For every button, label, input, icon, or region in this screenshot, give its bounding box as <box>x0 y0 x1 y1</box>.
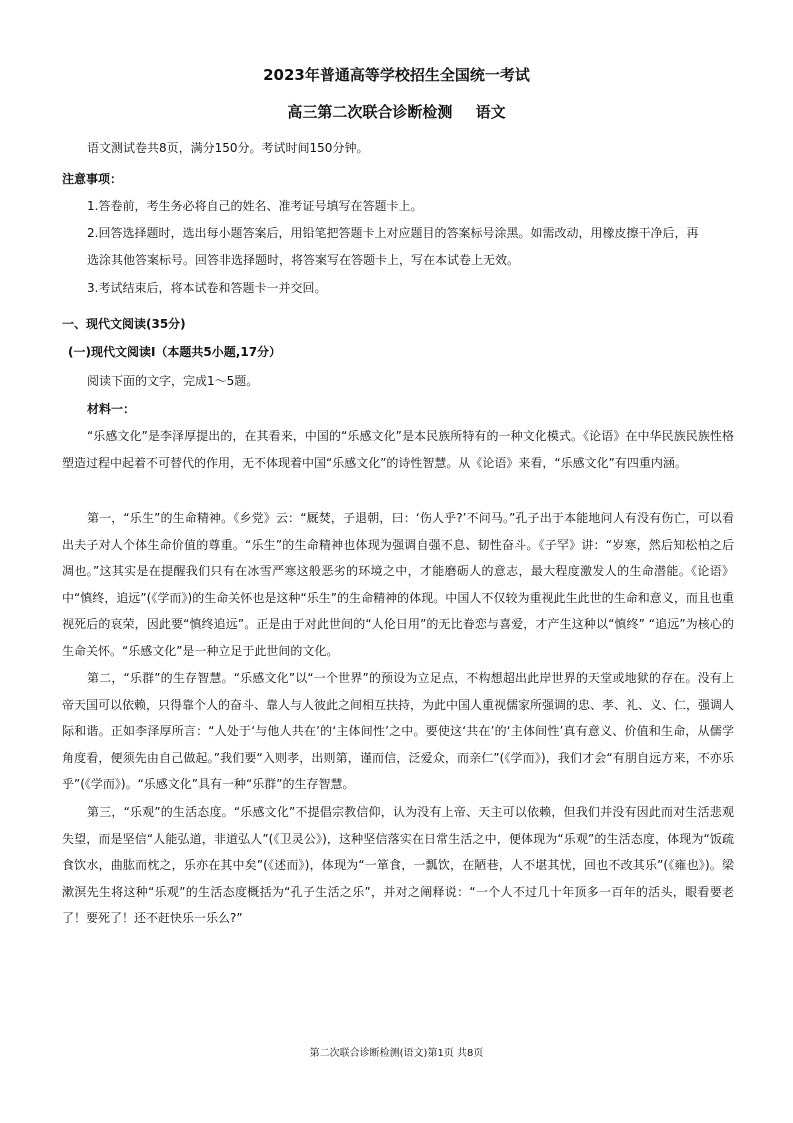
exam-subtitle: 高三第二次联合诊断检测 语文 <box>287 103 506 121</box>
section-heading: 一、现代文阅读(35分) <box>62 317 186 331</box>
notice-heading: 注意事项： <box>62 172 123 186</box>
paragraph-1: “乐感文化”是李泽厚提出的，在其看来，中国的“乐感文化”是本民族所特有的一种文化模式。《论语》在中华民族民族性格塑造过程中起着不可替代的作用，无不体现着中国“乐感文化”的诗性智慧。从《论语》来看，“乐感文化”有四重内涵。 <box>62 429 734 470</box>
notice-item: 1.答卷前，考生务必将自己的姓名、准考证号填写在答题卡上。 <box>87 199 423 213</box>
paragraph-3: 第二，“乐群”的生存智慧。“乐感文化”以“一个世界”的预设为立足点，不构想超出此岸世界的天堂或地狱的存在。没有上帝天国可以依赖，只得靠个人的奋斗、靠人与人彼此之间相互扶持，为此中国人重视儒家所强调的忠、孝、礼、义、仁，强调人际和谐。正如李泽厚所言：“人处于‘与他人共在’的‘主体间性’之中。要使这‘共在’的‘主体间性’真有意义、价值和生命，从儒学角度看，便须先由自己做起。”我们要“入则孝，出则第，谨而信，泛爱众，而亲仁”(《学而》)，我们才会“有朋自远方来，不亦乐乎”(《学而》)。“乐感文化”具有一种“乐群”的生存智慧。 <box>62 671 735 792</box>
exam-intro: 语文测试卷共8页，满分150分。考试时间150分钟。 <box>87 141 369 155</box>
paragraph-2: 第一，“乐生”的生命精神。《乡党》云：“厩焚，子退朝，曰：‘伤人乎?’不问马。”孔子出于本能地问人有没有伤亡，可以看出夫子对人个体生命价值的尊重。“乐生”的生命精神也体现为强调自强不息、韧性奋斗。《子罕》讲：“岁寒，然后知松柏之后凋也。”这其实是在提醒我们只有在冰雪严寒这般恶劣的环境之中，才能磨砺人的意志，最大程度激发人的生命潜能。《论语》中“慎终，追远”(《学而》)的生命关怀也是这种“乐生”的生命精神的体现。中国人不仅较为重视此生此世的生命和意义，而且也重视死后的哀荣，因此要“慎终追远”。正是由于对此世间的“人伦日用”的无比眷恋与喜爱，才产生这种以“慎终” “追远”为核心的生命关怀。“乐感文化”是一种立足于此世间的文化。 <box>62 511 734 658</box>
paragraph-4: 第三，“乐观”的生活态度。“乐感文化”不提倡宗教信仰，认为没有上帝、天主可以依赖，但我们并没有因此而对生活悲观失望，而是坚信“人能弘道，非道弘人”(《卫灵公》)，这种坚信落实在日常生活之中，便体现为“乐观”的生活态度，体现为“饭疏食饮水，曲肱而枕之，乐亦在其中矣”(《述而》)，体现为“一箪食，一瓢饮，在陋巷，人不堪其忧，回也不改其乐”(《雍也》)。梁漱溟先生将这种“乐观”的生活态度概括为“孔子生活之乐”，并对之阐释说：“一个人不过几十年顶多一百年的活头，眼看要老了！要死了！还不赶快乐一乐么?” <box>62 805 734 926</box>
page-footer: 第二次联合诊断检测(语文)第1页 共8页 <box>309 1048 484 1059</box>
notice-item: 3.考试结束后，将本试卷和答题卡一并交回。 <box>87 281 327 295</box>
material-label: 材料一： <box>87 402 136 416</box>
notice-item: 选涂其他答案标号。回答非选择题时，将答案写在答题卡上，写在本试卷上无效。 <box>87 253 520 267</box>
section-subheading: (一)现代文阅读Ⅰ（本题共5小题,17分） <box>68 345 282 359</box>
exam-title: 2023年普通高等学校招生全国统一考试 <box>263 66 530 84</box>
notice-item: 2.回答选择题时，选出每小题答案后，用铅笔把答题卡上对应题目的答案标号涂黑。如需改动，用橡皮擦干净后，再 <box>87 226 699 240</box>
reading-instruction: 阅读下面的文字，完成1～5题。 <box>87 374 259 388</box>
